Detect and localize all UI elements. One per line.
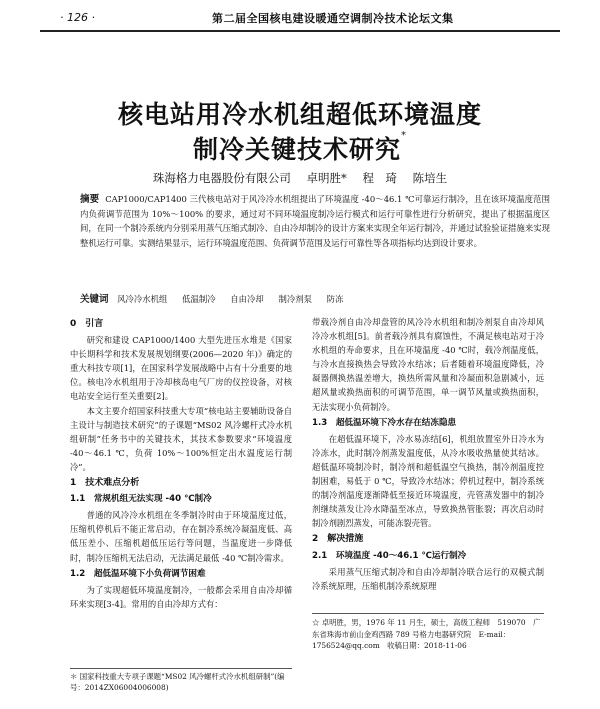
abstract-label: 摘要: [80, 194, 100, 205]
author-name: 卓明胜*: [306, 171, 347, 185]
left-column: [70, 315, 292, 611]
keywords-label: 关键词: [80, 294, 109, 305]
author-note: ☆ 卓明胜，男，1976 年 11 月生，硕士，高级工程师 519070 广东省珠海市前山金鸡西路 789 号格力电器研究院 E-mail：1756524@qq.com 收稿日期：2018-11-06: [312, 613, 544, 652]
abstract-text: CAP1000/CAP1400 三代核电站对于风冷冷水机组提出了环境温度 -40～46.1 ℃可靠运行制冷，且在该环境温度范围内负荷调节范围为 10%～100% 的要求，通过对不同环境温度制冷运行模式和运行可靠性进行分析研究，提出了根据温度区间，在同一个制冷系统内分别采用蒸气压缩式制冷、自由冷却制冷的设计方案来实现全年运行制冷，并通过试验验证措施来实现整机运行可靠。实测结果显示，运行环境温度范围、负荷调节范围及运行可靠性等各项指标均达到设计要求。: [80, 194, 550, 248]
author-line: [0, 170, 600, 186]
subsection-heading: 1.3 超低温环境下冷水存在结冻隐患: [312, 417, 457, 428]
body-paragraph: 研究和建设 CAP1000/1400 大型先进压水堆是《国家中长期科学和技术发展规划纲要(2006—2020 年)》确定的重大科技专项[1]，在国家科学发展战略中占有十分重要的地位。核电冷水机组用于冷却核岛电气厂房的仪控设备，对核电站安全运行至关重要[2]。: [70, 335, 292, 402]
paper-title-line-2: [0, 130, 600, 166]
funding-footnote: ＊ 国家科技重大专项子课题“MS02 风冷螺杆式冷水机组研制”(编号：2014ZX06004006008): [70, 668, 292, 693]
paper-title-text: 制冷关键技术研究: [192, 135, 401, 164]
journal-title: 第二届全国核电建设暖通空调制冷技术论坛文集: [212, 12, 454, 25]
body-paragraph: 普通的风冷冷水机组在冬季制冷时由于环境温度过低，压缩机停机后不能正常启动，存在制冷系统冷凝温度低、高低压差小、压缩机超低压运行等问题，当温度进一步降低时，制冷压缩机无法启动，无法满足最低 -40 ℃制冷需求。: [70, 510, 292, 563]
keywords: [80, 291, 550, 305]
author-name: 程 琦: [362, 171, 397, 185]
body-paragraph: 为了实现超低环境温度制冷，一般都会采用自由冷却循环来实现[3-4]。常用的自由冷却方式有：: [70, 584, 292, 609]
section-heading: 0 引言: [70, 319, 104, 329]
subsection-heading: 1.2 超低温环境下小负荷调节困难: [70, 568, 206, 579]
keyword: 风冷冷水机组: [117, 294, 168, 304]
subsection-heading: 2.1 环境温度 -40～46.1 ℃运行制冷: [312, 550, 467, 561]
page-number: · 126 ·: [60, 11, 95, 24]
body-paragraph: 采用蒸气压缩式制冷和自由冷却制冷联合运行的双模式制冷系统原理，压缩机制冷系统原理: [312, 566, 544, 591]
section-heading: 1 技术难点分析: [70, 478, 140, 489]
section-heading: 2 解决措施: [312, 534, 364, 545]
keyword: 制冷剂泵: [278, 294, 312, 304]
body-paragraph: 本文主要介绍国家科技重大专项“核电站主要辅助设备自主设计与制造技术研究”的子课题“MS02 风冷螺杆式冷水机组研制”任务书中的关键技术，其技术参数要求“环境温度 -40～46.1 ℃，负荷 10%～100%恒定出水温度运行制冷”。: [70, 405, 292, 472]
keyword: 自由冷却: [230, 294, 264, 304]
body-paragraph: 在超低温环境下，冷水易冻结[6]，机组放置室外日冷水为冷冻水，此时制冷剂蒸发温度低，从冷水吸收热量使其结冰。超低温环境制冷时，制冷剂和超低温空气换热，制冷剂温度控制困难，易低于 0 ℃，导致冷水结冰；停机过程中，制冷系统的制冷剂温度逐渐降低至接近环境温度，壳管蒸发器中的制冷剂继续蒸发让冷水降温至冰点，导致换热管胀裂；再次启动时制冷剂剧烈蒸发，可能冻裂壳管。: [312, 433, 544, 529]
subsection-heading: 1.1 常规机组无法实现 -40 ℃制冷: [70, 494, 212, 505]
right-column: [312, 315, 544, 593]
keyword: 防冻: [326, 294, 344, 304]
affiliation: 珠海格力电器股份有限公司: [152, 171, 291, 185]
keyword: 低温制冷: [182, 294, 216, 304]
title-footnote-mark: *: [401, 130, 407, 141]
paper-title-line-1: 核电站用冷水机组超低环境温度: [117, 100, 482, 129]
abstract: [80, 192, 550, 250]
author-name: 陈培生: [412, 171, 448, 185]
body-paragraph: 带载冷剂自由冷却盘管的风冷冷水机组和制冷剂泵自由冷却风冷冷水机组[5]。前者载冷剂具有腐蚀性，不满足核电站对于冷水机组的寿命要求，且在环境温度 -40 ℃时，载冷剂温度低，与冷水直接换热会导致冷水结冰；后者随着环境温度降低，冷凝器侧换热温差增大，换热所需风量和冷凝面积急剧减小，远超风量或换热面积的可调节范围，单一调节风量或换热面积，无法实现小负荷制冷。: [312, 317, 544, 412]
running-header: [40, 8, 560, 32]
